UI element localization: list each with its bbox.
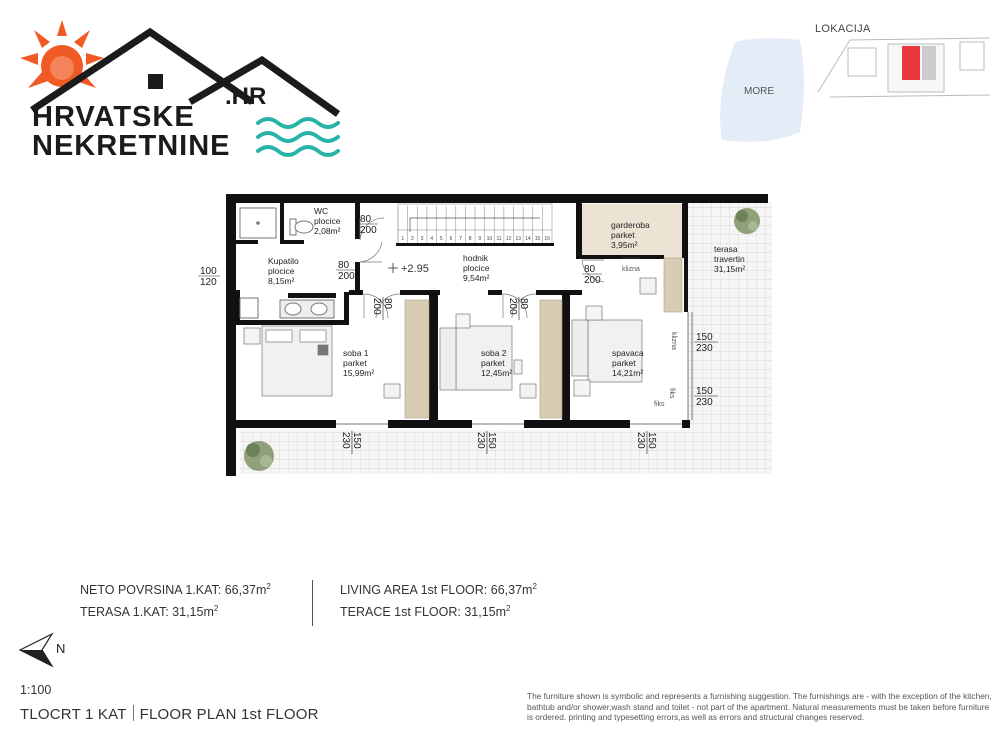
stair-step-number: 14 — [525, 236, 531, 242]
room-soba1-name: soba 1 — [343, 348, 369, 358]
opening-height: 230 — [635, 432, 646, 449]
note-klizna-1: klizna — [622, 266, 640, 273]
opening-d-soba1 — [371, 297, 393, 320]
washing-machine — [240, 298, 258, 318]
opening-width: 150 — [646, 432, 657, 449]
stair-step-number: 13 — [515, 236, 522, 242]
opening-width: 100 — [200, 266, 217, 277]
note-klizna-2: klizna — [670, 332, 677, 350]
room-wc-area: 2,08m² — [314, 226, 341, 236]
location-title: LOKACIJA — [815, 23, 871, 35]
logo-line1: HRVATSKE — [32, 101, 195, 133]
room-hodnik-floor: plocice — [463, 263, 490, 273]
stair-step-number: 10 — [486, 236, 493, 242]
opening-w-kup — [198, 266, 220, 288]
room-wc-floor: plocice — [314, 216, 341, 226]
level-label: +2.95 — [401, 263, 429, 275]
opening-height: 200 — [507, 298, 518, 315]
room-terasa-name: terasa — [714, 244, 738, 254]
opening-width: 150 — [486, 432, 497, 449]
stair-step-number: 6 — [449, 236, 453, 242]
room-soba2-floor: parket — [481, 358, 505, 368]
room-terasa-area: 31,15m² — [714, 264, 746, 274]
plant-icon — [734, 208, 760, 234]
bed-soba1 — [244, 326, 332, 396]
room-spavaca-floor: parket — [612, 358, 636, 368]
room-kupatilo-name: Kupatilo — [268, 256, 299, 266]
opening-width: 80 — [360, 214, 372, 225]
stair-step-number: 9 — [478, 236, 482, 242]
opening-d-wc — [358, 214, 378, 236]
sink-icon — [280, 300, 334, 318]
disclaimer: The furniture shown is symbolic and represents a furnishing suggestion. The furnishings are - with the exception of the kitchen, bathtub and/or shower,wash stand and toilet - not part of the apartment. Natural measurements must be taken before furniture is ordered. printing and typesetting errors,as well as errors and structural changes reserved. — [527, 691, 992, 722]
stat-neto: NETO POVRSINA 1.KAT: $66,37m^2$ — [80, 582, 271, 598]
stair-step-number: 11 — [496, 236, 502, 242]
stats-divider — [312, 580, 313, 626]
caption-hr: TLOCRT 1 KAT — [20, 706, 127, 723]
stat-living: LIVING AREA 1st FLOOR: $66,37m^2$ — [340, 582, 537, 598]
shower-tray — [240, 208, 276, 238]
opening-height: 230 — [340, 432, 351, 449]
opening-d-kup — [336, 260, 356, 282]
opening-height: 200 — [338, 271, 355, 282]
plant-icon-2 — [244, 441, 274, 471]
plan-caption — [20, 705, 319, 723]
opening-width: 80 — [584, 264, 596, 275]
logo-line2: NEKRETNINE — [32, 130, 231, 162]
room-kupatilo-floor: plocice — [268, 266, 295, 276]
opening-width: 150 — [696, 332, 713, 343]
stair-step-number: 2 — [411, 236, 414, 242]
room-garderoba-floor: parket — [611, 230, 635, 240]
opening-width: 80 — [338, 260, 350, 271]
room-terasa-floor: travertin — [714, 254, 745, 264]
level-marker — [388, 263, 398, 273]
room-spavaca-name: spavaca — [612, 348, 644, 358]
stair-step-number: 15 — [534, 236, 541, 242]
opening-height: 200 — [584, 275, 601, 286]
room-soba1-floor: parket — [343, 358, 367, 368]
opening-width: 80 — [518, 298, 529, 310]
room-soba1-area: 15,99m² — [343, 368, 375, 378]
opening-height: 200 — [371, 298, 382, 315]
stat-terace: TERACE 1st FLOOR: $31,15m^2$ — [340, 604, 511, 620]
room-kupatilo-area: 8,15m² — [268, 276, 295, 286]
stair-step-number: 3 — [420, 236, 424, 242]
toilet-icon — [290, 219, 313, 235]
room-garderoba-name: garderoba — [611, 220, 650, 230]
stair-step-number: 5 — [439, 236, 443, 242]
opening-height: 230 — [696, 397, 713, 408]
opening-width: 150 — [696, 386, 713, 397]
north-arrow-icon — [18, 632, 78, 668]
room-soba2-area: 12,45m² — [481, 368, 513, 378]
opening-height: 120 — [200, 277, 217, 288]
stair-step-number: 16 — [544, 236, 550, 242]
scale-label: 1:100 — [20, 683, 52, 697]
room-garderoba-area: 3,95m² — [611, 240, 638, 250]
opening-width: 80 — [382, 298, 393, 310]
terrace-bottom-floor — [240, 430, 690, 474]
opening-width: 150 — [351, 432, 362, 449]
opening-height: 200 — [360, 225, 377, 236]
stair-step-number: 1 — [401, 236, 405, 242]
room-hodnik-name: hodnik — [463, 253, 489, 263]
stair-step-number: 7 — [459, 236, 462, 242]
note-fiks-2: fiks — [654, 401, 665, 408]
room-hodnik-area: 9,54m² — [463, 273, 490, 283]
opening-height: 230 — [475, 432, 486, 449]
sea-label: MORE — [744, 86, 774, 97]
room-soba2-name: soba 2 — [481, 348, 507, 358]
room-spavaca-area: 14,21m² — [612, 368, 644, 378]
stat-terasa: TERASA 1.KAT: $31,15m^2$ — [80, 604, 219, 620]
logo-tld: .HR — [225, 83, 267, 110]
stair-step-number: 4 — [430, 236, 434, 242]
room-wc-name: WC — [314, 206, 329, 216]
caption-en: FLOOR PLAN 1st FLOOR — [139, 706, 319, 723]
north-label: N — [56, 641, 66, 656]
stair-step-number: 12 — [505, 236, 512, 242]
note-fiks-1: fiks — [668, 388, 675, 399]
opening-height: 230 — [696, 343, 713, 354]
opening-d-soba2 — [507, 297, 529, 320]
opening-d-gard — [582, 264, 602, 286]
stair-step-number: 8 — [468, 236, 472, 242]
